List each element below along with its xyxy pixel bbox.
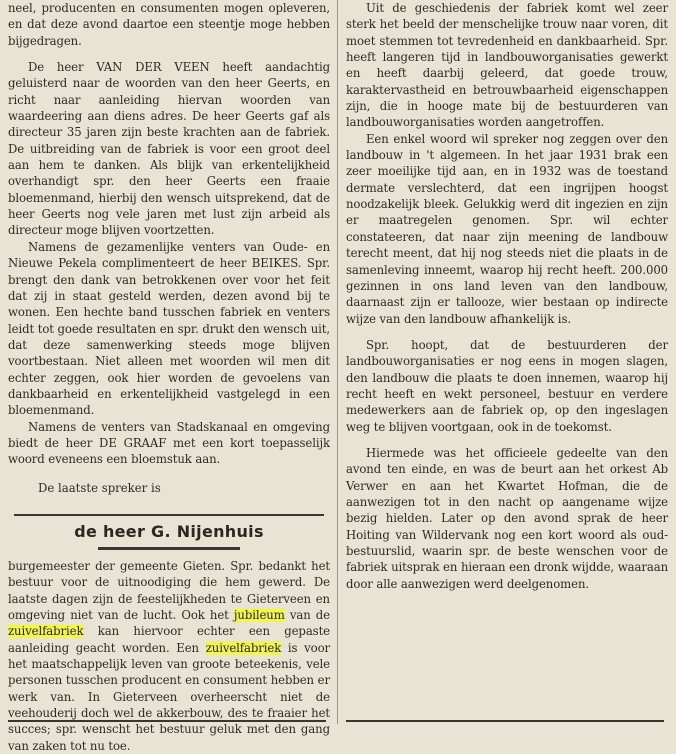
paragraph-de-graaf: Namens de venters van Stadskanaal en omgeving biedt de heer DE GRAAF met een kort toepasselijk woord eveneens een bloemstuk aan.	[8, 419, 330, 467]
highlight-zuivelfabriek: zuivelfabriek	[8, 624, 84, 639]
column-divider	[337, 0, 338, 724]
heading-rule-bottom	[98, 547, 240, 550]
paragraph-beikes: Namens de gezamenlijke venters van Oude- en Nieuwe Pekela complimenteert de heer BEIKES. Spr. brengt den dank van betrokkenen over voor het feit dat zij in staat gesteld werden, dezen avond bij te wonen. Een hechte band tusschen fabriek en venters leidt tot goede resultaten en spr. drukt den wensch uit, dat deze samenwerking steeds moge blijven voortbestaan. Niet alleen met woorden wil men dit echter zeggen, ook hier worden de gevoelens van dankbaarheid en erkentelijkheid vastgelegd in een bloemenmand.	[8, 239, 330, 418]
heading-rule-top	[14, 514, 324, 516]
paragraph-van-der-veen: De heer VAN DER VEEN heeft aandachtig geluisterd naar de woorden van den heer Geerts, en richt naar aanleiding hiervan woorden van waardeering aan diens adres. De heer Geerts gaf als directeur 35 jaren zijn beste krachten aan de fabriek. De uitbreiding van de fabriek is voor een groot deel aan hem te danken. Als blijk van erkentelijkheid overhandigt spr. den heer Geerts een fraaie bloemenmand, hierbij den wensch uitsprekend, dat de heer Geerts nog vele jaren met lust zijn arbeid als directeur moge blijven voortzetten.	[8, 60, 330, 238]
highlight-zuivelfabriek: zuivelfabriek	[205, 640, 282, 655]
paragraph-nijenhuis	[8, 558, 330, 754]
text-segment: van de	[284, 608, 330, 622]
text-segment: burgemeester der gemeente Gieten. Spr. bedankt het bestuur voor de uitnoodiging die hem gewerd. De laatste dagen zijn de feestelijkheden te Gieterveen en omgeving niet van de lucht. Ook het	[8, 558, 330, 622]
left-column	[8, 0, 330, 753]
highlight-jubileum: jubileum	[233, 608, 285, 622]
text-segment: kan hiervoor echter een gepaste aanleiding geacht worden. Een	[8, 624, 330, 655]
text-segment: is voor het maatschappelijk leven van groote beteekenis, vele personen tusschen producent en consument hebben er werk van. In Gieterveen overheerscht niet de veehouderij doch wel de akkerbouw, des te fraaier het succes; spr. wenscht het bestuur geluk met den gang van zaken tot nu toe.	[8, 640, 330, 753]
paragraph-slot: Hiermede was het officieele gedeelte van den avond ten einde, en was de beurt aan het orkest Ab Verwer en aan het Kwartet Hofman, die de aanwezigen tot in den nacht op aangename wijze bezig hielden. Later op den avond sprak de heer Hoiting van Wildervank nog een kort woord als oud-bestuurslid, waarin spr. de beste wenschen voor de fabriek uitsprak en hieraan een dronk wijdde, waaraan door alle aanwezigen werd deelgenomen.	[346, 445, 668, 591]
speaker-heading: de heer G. Nijenhuis	[74, 521, 264, 541]
paragraph-continuation: neel, producenten en consumenten mogen opleveren, en dat deze avond daartoe een steentje moge hebben bijgedragen.	[8, 1, 330, 48]
paragraph-landbouw: Een enkel woord wil spreker nog zeggen over den landbouw in 't algemeen. In het jaar 1931 brak een zeer moeilijke tijd aan, en in 1932 was de toestand dermate verslechterd, dat een ingrijpen hoogst noodzakelijk bleek. Gelukkig werd dit ingezien en zijn er maatregelen genomen. Spr. wil echter constateeren, dat naar zijn meening de landbouw terecht meent, dat hij nog steeds niet die plaats in de samenleving inneemt, waarop hij recht heeft. 200.000 gezinnen in ons land leven van den landbouw, daarnaast zijn er tallooze, wier bestaan op indirecte wijze van den landbouw afhankelijk is.	[346, 131, 668, 326]
paragraph-hoopt: Spr. hoopt, dat de bestuurderen der landbouworganisaties er nog eens in mogen slagen, den landbouw die plaats te doen innemen, waarop hij recht heeft en wekt personeel, bestuur en verdere medewerkers aan de fabriek op, op den ingeslagen weg te blijven voortgaan, ook in de toekomst.	[346, 337, 668, 434]
speaker-intro: De laatste spreker is	[38, 480, 161, 495]
column-end-rule	[346, 720, 664, 722]
column-end-rule	[8, 720, 326, 722]
right-column	[346, 0, 668, 724]
speaker-heading-box	[8, 508, 330, 558]
paragraph-trouw: Uit de geschiedenis der fabriek komt wel zeer sterk het beeld der menschelijke trouw naar voren, dit moet stemmen tot tevredenheid en dankbaarheid. Spr. heeft langeren tijd in landbouworganisaties gewerkt en heeft daarbij geleerd, dat goede trouw, karaktervastheid en betrouwbaarheid eigenschappen zijn, die in hooge mate bij de bestuurderen van landbouworganisaties worden aangetroffen.	[346, 1, 668, 130]
